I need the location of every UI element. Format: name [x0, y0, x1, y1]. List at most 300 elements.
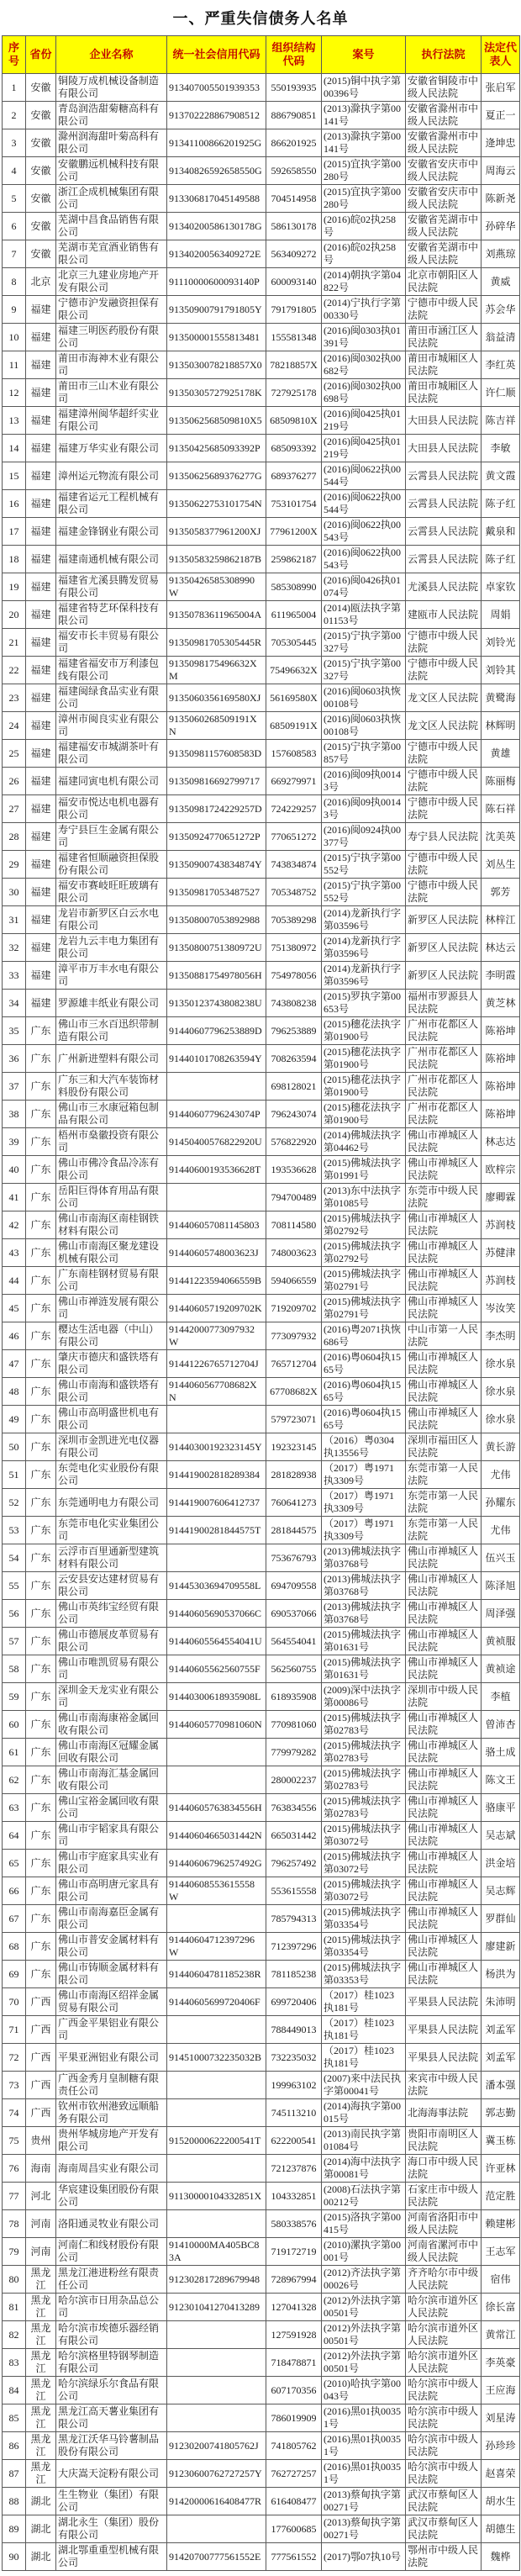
- cell-serial: 89: [3, 2515, 26, 2543]
- table-row: [3, 1406, 520, 1433]
- debtor-table: [2, 35, 520, 2571]
- cell-company: 福建南通机械有限公司: [56, 546, 167, 573]
- cell-serial: 71: [3, 2016, 26, 2044]
- cell-legal_rep: 周泽强: [482, 1600, 520, 1628]
- cell-legal_rep: 徐长富: [482, 2294, 520, 2321]
- cell-case_number: (2007)来中法民执字第00041号: [322, 2072, 406, 2099]
- cell-case_number: （2017）桂1023执181号: [322, 2016, 406, 2044]
- cell-credit_code: 91340826592658550G: [167, 157, 266, 185]
- cell-serial: 74: [3, 2099, 26, 2127]
- cell-credit_code: [167, 1739, 266, 1766]
- cell-legal_rep: 岑汝笑: [482, 1295, 520, 1322]
- cell-credit_code: [167, 1073, 266, 1101]
- cell-case_number: (2015)佛城法执字第03354号: [322, 1933, 406, 1961]
- cell-legal_rep: 陈石祥: [482, 795, 520, 823]
- cell-org_code: 68509191X: [266, 712, 322, 740]
- cell-org_code: 689376277: [266, 462, 322, 490]
- table-row: [3, 213, 520, 240]
- table-row: [3, 1017, 520, 1045]
- cell-legal_rep: 陈裕坤: [482, 1017, 520, 1045]
- cell-serial: 32: [3, 934, 26, 962]
- cell-court: 鄂州市中级人民法院: [406, 2543, 482, 2571]
- cell-serial: 19: [3, 573, 26, 601]
- cell-legal_rep: 李植: [482, 1683, 520, 1711]
- table-row: [3, 990, 520, 1017]
- cell-province: 福建: [26, 518, 56, 546]
- cell-court: 河南省洛阳市中级人民法院: [406, 2210, 482, 2238]
- cell-company: 黑龙江沃华马铃薯制品股份有限公司: [56, 2432, 167, 2460]
- cell-court: 佛山市禅城区人民法院: [406, 1961, 482, 1988]
- cell-court: 佛山市禅城区人民法院: [406, 1572, 482, 1600]
- table-row: [3, 851, 520, 879]
- cell-case_number: (2016)黑01执00351号: [322, 2404, 406, 2432]
- cell-credit_code: 91440300192323145Y: [167, 1433, 266, 1461]
- cell-court: 东莞市第一人民法院: [406, 1489, 482, 1517]
- cell-serial: 81: [3, 2294, 26, 2321]
- cell-org_code: 705305445: [266, 629, 322, 657]
- cell-serial: 64: [3, 1822, 26, 1850]
- cell-court: 海口市中级人民法院: [406, 2155, 482, 2183]
- cell-org_code: 694709558: [266, 1572, 322, 1600]
- cell-province: 广东: [26, 1461, 56, 1489]
- table-row: [3, 1988, 520, 2016]
- cell-case_number: (2015)铜中执字第00396号: [322, 74, 406, 102]
- cell-serial: 2: [3, 102, 26, 129]
- cell-legal_rep: 徐水泉: [482, 1350, 520, 1378]
- table-row: [3, 2349, 520, 2377]
- cell-company: 深圳金天龙实业有限公司: [56, 1683, 167, 1711]
- cell-province: 广东: [26, 1017, 56, 1045]
- table-row: [3, 2294, 520, 2321]
- cell-org_code: 886790851: [266, 102, 322, 129]
- cell-case_number: (2016)粤0604执1565号: [322, 1406, 406, 1433]
- cell-province: 广东: [26, 1378, 56, 1406]
- cell-legal_rep: 王应海: [482, 2377, 520, 2404]
- cell-case_number: (2012)外法执字第00501号: [322, 2349, 406, 2377]
- table-row: [3, 601, 520, 629]
- cell-serial: 35: [3, 1017, 26, 1045]
- cell-legal_rep: 刘铃其: [482, 657, 520, 684]
- cell-serial: 10: [3, 324, 26, 351]
- cell-case_number: (2015)穗花法执字第01900号: [322, 1045, 406, 1073]
- table-row: [3, 2072, 520, 2099]
- cell-credit_code: 9135058377961200XJ: [167, 518, 266, 546]
- cell-org_code: 763834556: [266, 1794, 322, 1822]
- cell-case_number: (2015)宁执字第00327号: [322, 657, 406, 684]
- column-header-org_code: 组织结构代码: [266, 36, 322, 74]
- cell-credit_code: 91350900791791805Y: [167, 296, 266, 324]
- cell-legal_rep: 刘丛生: [482, 851, 520, 879]
- cell-org_code: 791791805: [266, 296, 322, 324]
- cell-court: 佛山市禅城区人民法院: [406, 1850, 482, 1877]
- table-row: [3, 268, 520, 296]
- cell-company: 福建省恒顺融资担保股份有限公司: [56, 851, 167, 879]
- cell-credit_code: 914419002818289384: [167, 1461, 266, 1489]
- cell-serial: 51: [3, 1461, 26, 1489]
- cell-case_number: （2017）粤1971执3309号: [322, 1489, 406, 1517]
- cell-serial: 6: [3, 213, 26, 240]
- cell-court: 安徽省芜湖市中级人民法院: [406, 240, 482, 268]
- cell-legal_rep: 吴志辉: [482, 1877, 520, 1905]
- cell-court: 云霄县人民法院: [406, 518, 482, 546]
- cell-credit_code: 91350426585308990W: [167, 573, 266, 601]
- cell-company: 安徽鹏远机械科技有限公司: [56, 157, 167, 185]
- cell-legal_rep: 陈裕坤: [482, 1045, 520, 1073]
- cell-province: 广东: [26, 1877, 56, 1905]
- cell-case_number: (2014)朝执字第04822号: [322, 268, 406, 296]
- cell-legal_rep: 黄鹭海: [482, 684, 520, 712]
- cell-credit_code: 91440604712397296W: [167, 1933, 266, 1961]
- cell-org_code: 796243074: [266, 1101, 322, 1128]
- table-row: [3, 684, 520, 712]
- cell-org_code: 796253889: [266, 1017, 322, 1045]
- cell-company: 漳州市闽良实业有限公司: [56, 712, 167, 740]
- cell-province: 福建: [26, 407, 56, 435]
- cell-credit_code: 9135098175496632XM: [167, 657, 266, 684]
- cell-province: 黑龙江: [26, 2404, 56, 2432]
- column-header-court: 执行法院: [406, 36, 482, 74]
- cell-org_code: 177600685: [266, 2515, 322, 2543]
- table-row: [3, 379, 520, 407]
- cell-court: 东莞市中级人民法院: [406, 1184, 482, 1211]
- cell-org_code: 199963102: [266, 2072, 322, 2099]
- table-row: [3, 1267, 520, 1295]
- cell-company: 福建福安市城湖茶叶有限公司: [56, 740, 167, 768]
- cell-province: 福建: [26, 573, 56, 601]
- cell-serial: 11: [3, 351, 26, 379]
- cell-credit_code: 91350981157608583D: [167, 740, 266, 768]
- cell-court: 佛山市禅城区人民法院: [406, 1933, 482, 1961]
- cell-province: 福建: [26, 934, 56, 962]
- cell-court: 平果县人民法院: [406, 2044, 482, 2072]
- table-row: [3, 490, 520, 518]
- cell-court: 佛山市禅城区人民法院: [406, 1655, 482, 1683]
- cell-province: 福建: [26, 462, 56, 490]
- cell-province: 广东: [26, 1933, 56, 1961]
- cell-serial: 55: [3, 1572, 26, 1600]
- cell-credit_code: 91350625689376277G: [167, 462, 266, 490]
- cell-company: 贵州华城房地产开发有限公司: [56, 2127, 167, 2155]
- cell-company: 佛山市禅涟发展有限公司: [56, 1295, 167, 1322]
- cell-org_code: 770981060: [266, 1711, 322, 1739]
- cell-serial: 37: [3, 1073, 26, 1101]
- cell-case_number: （2017）粤1971执3309号: [322, 1461, 406, 1489]
- cell-org_code: 592658550: [266, 157, 322, 185]
- cell-credit_code: [167, 2404, 266, 2432]
- cell-company: 东莞电化实业股份有限公司: [56, 1461, 167, 1489]
- cell-court: 深圳市福田区人民法院: [406, 1433, 482, 1461]
- cell-legal_rep: 骆康平: [482, 1794, 520, 1822]
- cell-company: 罗源雄丰纸业有限公司: [56, 990, 167, 1017]
- cell-serial: 33: [3, 962, 26, 990]
- cell-legal_rep: 洪金培: [482, 1850, 520, 1877]
- cell-serial: 18: [3, 546, 26, 573]
- cell-org_code: 78218857X: [266, 351, 322, 379]
- cell-credit_code: 91340200563409272E: [167, 240, 266, 268]
- cell-legal_rep: 陈丽梅: [482, 768, 520, 795]
- cell-legal_rep: 戴泉和: [482, 518, 520, 546]
- cell-legal_rep: 陈泽旭: [482, 1572, 520, 1600]
- cell-legal_rep: 刘孟军: [482, 2044, 520, 2072]
- table-row: [3, 2238, 520, 2266]
- cell-province: 广东: [26, 1267, 56, 1295]
- cell-company: 佛山市南海和盛铁塔有限公司: [56, 1378, 167, 1406]
- cell-court: 宁德市中级人民法院: [406, 851, 482, 879]
- cell-credit_code: [167, 2072, 266, 2099]
- cell-legal_rep: 廖卿霖: [482, 1184, 520, 1211]
- cell-province: 广东: [26, 1711, 56, 1739]
- cell-case_number: （2016）粤0304执13556号: [322, 1433, 406, 1461]
- table-row: [3, 1628, 520, 1655]
- cell-case_number: (2016)粤0604执1565号: [322, 1378, 406, 1406]
- cell-credit_code: 91520000622200541T: [167, 2127, 266, 2155]
- table-row: [3, 1350, 520, 1378]
- cell-credit_code: 913306817045149588: [167, 185, 266, 213]
- cell-credit_code: 913702228867908512: [167, 102, 266, 129]
- cell-serial: 41: [3, 1184, 26, 1211]
- cell-province: 广东: [26, 1544, 56, 1572]
- cell-org_code: 786019909: [266, 2404, 322, 2432]
- cell-legal_rep: 伍兴玉: [482, 1544, 520, 1572]
- cell-case_number: (2013)滁执字第00141号: [322, 129, 406, 157]
- cell-company: 肇庆市德庆和盛铁塔有限公司: [56, 1350, 167, 1378]
- cell-province: 北京: [26, 268, 56, 296]
- cell-legal_rep: 赵喜荣: [482, 2460, 520, 2488]
- cell-legal_rep: 孙碎华: [482, 213, 520, 240]
- cell-province: 广东: [26, 1739, 56, 1766]
- cell-serial: 21: [3, 629, 26, 657]
- cell-org_code: 586130178: [266, 213, 322, 240]
- cell-court: 安徽省安庆市中级人民法院: [406, 185, 482, 213]
- cell-court: 佛山市禅城区人民法院: [406, 1877, 482, 1905]
- cell-credit_code: 913407005501939353: [167, 74, 266, 102]
- cell-legal_rep: 范定胜: [482, 2183, 520, 2210]
- cell-company: 福建万华实业有限公司: [56, 435, 167, 462]
- cell-serial: 58: [3, 1655, 26, 1683]
- table-row: [3, 1572, 520, 1600]
- cell-org_code: 281844575: [266, 1517, 322, 1544]
- cell-company: 华宸建设集团股份有限公司: [56, 2183, 167, 2210]
- table-row: [3, 740, 520, 768]
- cell-court: 广州市花都区人民法院: [406, 1073, 482, 1101]
- cell-case_number: (2015)佛城法执字第02791号: [322, 1267, 406, 1295]
- cell-org_code: 690537066: [266, 1600, 322, 1628]
- cell-company: 哈尔滨绿乐尔食品有限公司: [56, 2377, 167, 2404]
- cell-company: 佛山市三水百迅织带制造有限公司: [56, 1017, 167, 1045]
- cell-court: 齐齐哈尔市中级人民法院: [406, 2266, 482, 2294]
- cell-case_number: (2015)佛城法执字第02783号: [322, 1711, 406, 1739]
- cell-company: 漳平市万丰水电有限公司: [56, 962, 167, 990]
- cell-credit_code: 91440604665031442N: [167, 1822, 266, 1850]
- cell-court: 云霄县人民法院: [406, 462, 482, 490]
- cell-company: 佛山市三水康冠箱包制品有限公司: [56, 1101, 167, 1128]
- cell-legal_rep: 苏润枝: [482, 1267, 520, 1295]
- cell-credit_code: [167, 2349, 266, 2377]
- cell-company: 佛山市英纬宝经贸有限公司: [56, 1600, 167, 1628]
- cell-credit_code: 91445303694709558L: [167, 1572, 266, 1600]
- cell-credit_code: 91442000773097932W: [167, 1322, 266, 1350]
- cell-case_number: (2015)穗花法执字第01900号: [322, 1101, 406, 1128]
- cell-serial: 48: [3, 1378, 26, 1406]
- cell-serial: 34: [3, 990, 26, 1017]
- cell-serial: 65: [3, 1850, 26, 1877]
- table-row: [3, 879, 520, 906]
- header-row: [3, 36, 520, 74]
- cell-serial: 63: [3, 1794, 26, 1822]
- table-row: [3, 407, 520, 435]
- cell-legal_rep: 李敏: [482, 435, 520, 462]
- cell-case_number: (2015)宜执字第00280号: [322, 157, 406, 185]
- cell-credit_code: 91440300618935908L: [167, 1683, 266, 1711]
- cell-legal_rep: 李红英: [482, 351, 520, 379]
- cell-legal_rep: 尤伟: [482, 1461, 520, 1489]
- cell-province: 安徽: [26, 240, 56, 268]
- cell-org_code: 743834874: [266, 851, 322, 879]
- table-row: [3, 1156, 520, 1184]
- cell-province: 黑龙江: [26, 2377, 56, 2404]
- cell-credit_code: 9135062568509810X5: [167, 407, 266, 435]
- cell-org_code: 665031442: [266, 1822, 322, 1850]
- cell-company: 佛山市南海区聚龙建设机械有限公司: [56, 1239, 167, 1267]
- cell-company: 广州新进塑料有限公司: [56, 1045, 167, 1073]
- cell-province: 福建: [26, 351, 56, 379]
- cell-credit_code: 91441226765712704J: [167, 1350, 266, 1378]
- cell-company: 广西金秀月皇制糖有限责任公司: [56, 2072, 167, 2099]
- cell-org_code: 751380972: [266, 934, 322, 962]
- cell-credit_code: 91450400576822920U: [167, 1128, 266, 1156]
- cell-credit_code: 91440101708263594Y: [167, 1045, 266, 1073]
- cell-case_number: (2013)东中法执字第01085号: [322, 1184, 406, 1211]
- cell-legal_rep: 李明霞: [482, 962, 520, 990]
- cell-case_number: (2016)闽0603执恢00108号: [322, 712, 406, 740]
- cell-province: 广东: [26, 1295, 56, 1322]
- cell-company: 樱达生活电器（中山）有限公司: [56, 1322, 167, 1350]
- cell-serial: 66: [3, 1877, 26, 1905]
- cell-legal_rep: 刘星涛: [482, 2404, 520, 2432]
- cell-province: 广西: [26, 2072, 56, 2099]
- cell-org_code: 724229257: [266, 795, 322, 823]
- cell-case_number: (2015)佛城法执字第03072号: [322, 1850, 406, 1877]
- cell-legal_rep: 陈子红: [482, 546, 520, 573]
- cell-org_code: 562560755: [266, 1655, 322, 1683]
- cell-company: 佛山市南海康裕金属回收有限公司: [56, 1711, 167, 1739]
- cell-company: 河南仁和线材股份有限公司: [56, 2238, 167, 2266]
- cell-legal_rep: 黄芝林: [482, 990, 520, 1017]
- cell-company: 福建省特艺环保科技有限公司: [56, 601, 167, 629]
- cell-court: 安徽省滁州市中级人民法院: [406, 102, 482, 129]
- cell-court: 安徽省安庆市中级人民法院: [406, 157, 482, 185]
- table-row: [3, 296, 520, 324]
- cell-org_code: 127591928: [266, 2321, 322, 2349]
- cell-case_number: (2016)闽0622执00543号: [322, 546, 406, 573]
- cell-company: 哈尔滨市日用杂品总公司: [56, 2294, 167, 2321]
- table-row: [3, 2099, 520, 2127]
- cell-legal_rep: 王志军: [482, 2238, 520, 2266]
- cell-case_number: (2014)海执字第00015号: [322, 2099, 406, 2127]
- cell-company: 佛山市佛冷食品冷冻有限公司: [56, 1156, 167, 1184]
- table-row: [3, 2543, 520, 2571]
- cell-province: 广东: [26, 1572, 56, 1600]
- cell-org_code: 580338576: [266, 2210, 322, 2238]
- cell-case_number: (2016)闽0426执01074号: [322, 573, 406, 601]
- cell-case_number: (2013)佛城法执字第03768号: [322, 1572, 406, 1600]
- cell-credit_code: 91420700777561552E: [167, 2543, 266, 2571]
- cell-org_code: 698128021: [266, 1073, 322, 1101]
- cell-province: 黑龙江: [26, 2349, 56, 2377]
- table-row: [3, 2210, 520, 2238]
- cell-legal_rep: 苏润枝: [482, 1211, 520, 1239]
- cell-legal_rep: 孙珍珍: [482, 2432, 520, 2460]
- cell-legal_rep: 郭志勤: [482, 2099, 520, 2127]
- cell-court: 哈尔滨市中级人民法院: [406, 2432, 482, 2460]
- cell-court: 龙文区人民法院: [406, 684, 482, 712]
- table-row: [3, 573, 520, 601]
- cell-org_code: 259862187: [266, 546, 322, 573]
- cell-credit_code: 91350900743834874Y: [167, 851, 266, 879]
- cell-case_number: (2015)宁执字第00552号: [322, 851, 406, 879]
- cell-company: 滁州润海甜叶菊高科有限公司: [56, 129, 167, 157]
- cell-case_number: (2016)闽0425执01219号: [322, 407, 406, 435]
- cell-legal_rep: 黄祯途: [482, 1655, 520, 1683]
- cell-serial: 60: [3, 1711, 26, 1739]
- cell-province: 安徽: [26, 185, 56, 213]
- table-row: [3, 1184, 520, 1211]
- cell-legal_rep: 黄常江: [482, 2321, 520, 2349]
- cell-company: 深圳市金凯进光电仪器有限公司: [56, 1433, 167, 1461]
- cell-court: 贵阳市南明区人民法院: [406, 2127, 482, 2155]
- cell-org_code: 708114580: [266, 1211, 322, 1239]
- cell-company: 北京三九建业房地产开发有限公司: [56, 268, 167, 296]
- cell-case_number: (2016)闽0302执00698号: [322, 379, 406, 407]
- table-row: [3, 102, 520, 129]
- cell-case_number: (2016)闽0603执恢00108号: [322, 684, 406, 712]
- cell-credit_code: 91350981705305445R: [167, 629, 266, 657]
- cell-company: 龙岩九云丰电力集团有限公司: [56, 934, 167, 962]
- cell-serial: 75: [3, 2127, 26, 2155]
- table-row: [3, 2016, 520, 2044]
- cell-credit_code: [167, 1766, 266, 1794]
- cell-credit_code: 91440605763834556H: [167, 1794, 266, 1822]
- cell-province: 广东: [26, 1322, 56, 1350]
- cell-legal_rep: 朱沛明: [482, 1988, 520, 2016]
- cell-case_number: (2015)佛城法执字第03072号: [322, 1822, 406, 1850]
- cell-court: 尤溪县人民法院: [406, 573, 482, 601]
- cell-company: 广东南桂钢材贸易有限公司: [56, 1267, 167, 1295]
- cell-case_number: (2010)漯执字第00001号: [322, 2238, 406, 2266]
- cell-credit_code: [167, 1406, 266, 1433]
- cell-credit_code: [167, 2210, 266, 2238]
- table-row: [3, 1905, 520, 1933]
- cell-case_number: (2015)佛城法执字第02791号: [322, 1295, 406, 1322]
- cell-serial: 20: [3, 601, 26, 629]
- cell-company: 福建闽绿食品实业有限公司: [56, 684, 167, 712]
- cell-court: 北海海事法院: [406, 2099, 482, 2127]
- cell-case_number: (2013)南民执字第01084号: [322, 2127, 406, 2155]
- table-row: [3, 1544, 520, 1572]
- cell-company: 龙岩市新罗区白云水电有限公司: [56, 906, 167, 934]
- cell-serial: 36: [3, 1045, 26, 1073]
- table-row: [3, 2155, 520, 2183]
- cell-credit_code: 91440600193536628T: [167, 1156, 266, 1184]
- cell-case_number: (2015)佛城法执字第01991号: [322, 1156, 406, 1184]
- cell-serial: 30: [3, 879, 26, 906]
- cell-case_number: (2015)佛城法执字第03072号: [322, 1877, 406, 1905]
- cell-court: 宁德市中级人民法院: [406, 296, 482, 324]
- table-row: [3, 1101, 520, 1128]
- cell-org_code: 56169580X: [266, 684, 322, 712]
- cell-legal_rep: 胡水生: [482, 2488, 520, 2515]
- cell-org_code: 732235032: [266, 2044, 322, 2072]
